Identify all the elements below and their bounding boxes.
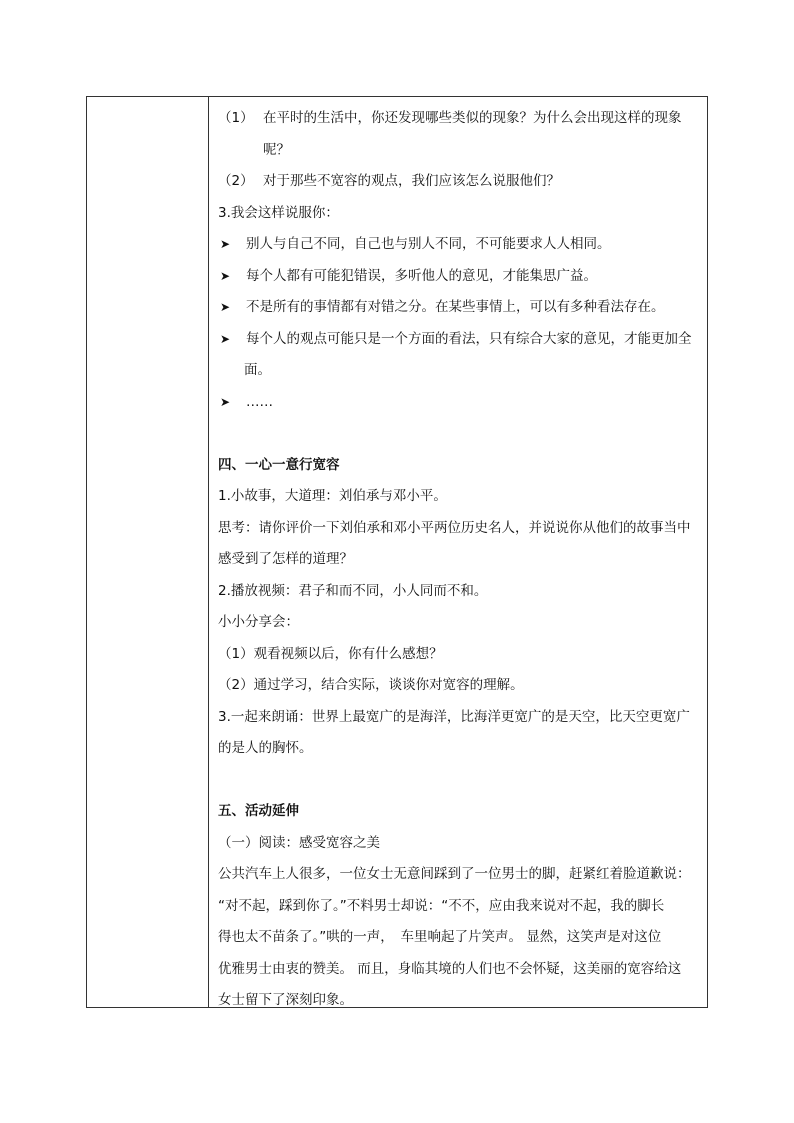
paragraph: 思考：请你评价一下刘伯承和邓小平两位历史名人，并说说你从他们的故事当中: [218, 519, 691, 536]
question-text: 在平时的生活中，你还发现哪些类似的现象？为什么会出现这样的现象: [263, 110, 682, 126]
arrow-bullet-icon: ➤: [220, 268, 231, 283]
paragraph: 3.一起来朗诵：世界上最宽广的是海洋，比海洋更宽广的是天空，比天空更宽广: [218, 708, 690, 725]
question-1: [218, 103, 699, 135]
left-column-cell: [87, 97, 209, 1007]
section-5-heading: 五、活动延伸: [218, 803, 299, 819]
bullet-item: [218, 229, 699, 261]
question-2: [218, 166, 699, 198]
bullet-text: 每个人都有可能犯错误，多听他人的意见，才能集思广益。: [246, 267, 597, 284]
lesson-table: [86, 96, 708, 1008]
question-number: （2）: [218, 173, 254, 189]
question-text: 对于那些不宽容的观点，我们应该怎么说服他们？: [263, 173, 560, 189]
bullet-item: [218, 387, 699, 419]
question-1-continued: 呢？: [263, 141, 290, 158]
question-number: （1）: [218, 110, 254, 126]
section-4-heading: 四、一心一意行宽容: [218, 456, 340, 473]
bullet-continued: 面。: [244, 362, 271, 378]
bullet-text: 每个人的观点可能只是一个方面的看法，只有综合大家的意见，才能更加全: [246, 330, 692, 347]
story-line: 得也太不苗条了。”哄的一声， 车里响起了片笑声。 显然，这笑声是对这位: [218, 929, 662, 945]
paragraph: 1.小故事，大道理：刘伯承与邓小平。: [218, 488, 447, 504]
bullet-text: 不是所有的事情都有对错之分。在某些事情上，可以有多种看法存在。: [246, 299, 665, 315]
bullet-item: [218, 324, 699, 356]
arrow-bullet-icon: ➤: [220, 331, 231, 346]
spacer: [218, 418, 699, 450]
paragraph: （1）观看视频以后，你有什么感想？: [218, 645, 443, 662]
content-cell: [210, 97, 707, 1007]
paragraph: 感受到了怎样的道理？: [218, 551, 353, 567]
bullet-text: ……: [246, 393, 273, 410]
story-line: “对不起，踩到你了。”不料男士却说：“不不，应由我来说对不起，我的脚长: [218, 897, 665, 914]
story-line: 优雅男士由衷的赞美。 而且，身临其境的人们也不会怀疑，这美丽的宽容给这: [218, 960, 682, 977]
paragraph: 2.播放视频：君子和而不同，小人同而不和。: [218, 582, 488, 599]
bullet-text: 别人与自己不同，自己也与别人不同，不可能要求人人相同。: [246, 236, 611, 252]
bullet-item: [218, 261, 699, 293]
reading-heading: （一）阅读：感受宽容之美: [218, 834, 380, 851]
section-3-heading: 3.我会这样说服你：: [218, 204, 339, 221]
arrow-bullet-icon: ➤: [220, 394, 231, 409]
paragraph: 的是人的胸怀。: [218, 740, 313, 756]
paragraph: 小小分享会：: [218, 614, 299, 630]
paragraph: （2）通过学习，结合实际，谈谈你对宽容的理解。: [218, 677, 524, 693]
story-line: 女士留下了深刻印象。: [218, 992, 353, 1008]
arrow-bullet-icon: ➤: [220, 237, 231, 251]
bullet-item: [218, 292, 699, 324]
spacer: [218, 765, 699, 797]
arrow-bullet-icon: ➤: [220, 300, 231, 314]
story-line: 公共汽车上人很多，一位女士无意间踩到了一位男士的脚，赶紧红着脸道歉说：: [218, 866, 691, 882]
